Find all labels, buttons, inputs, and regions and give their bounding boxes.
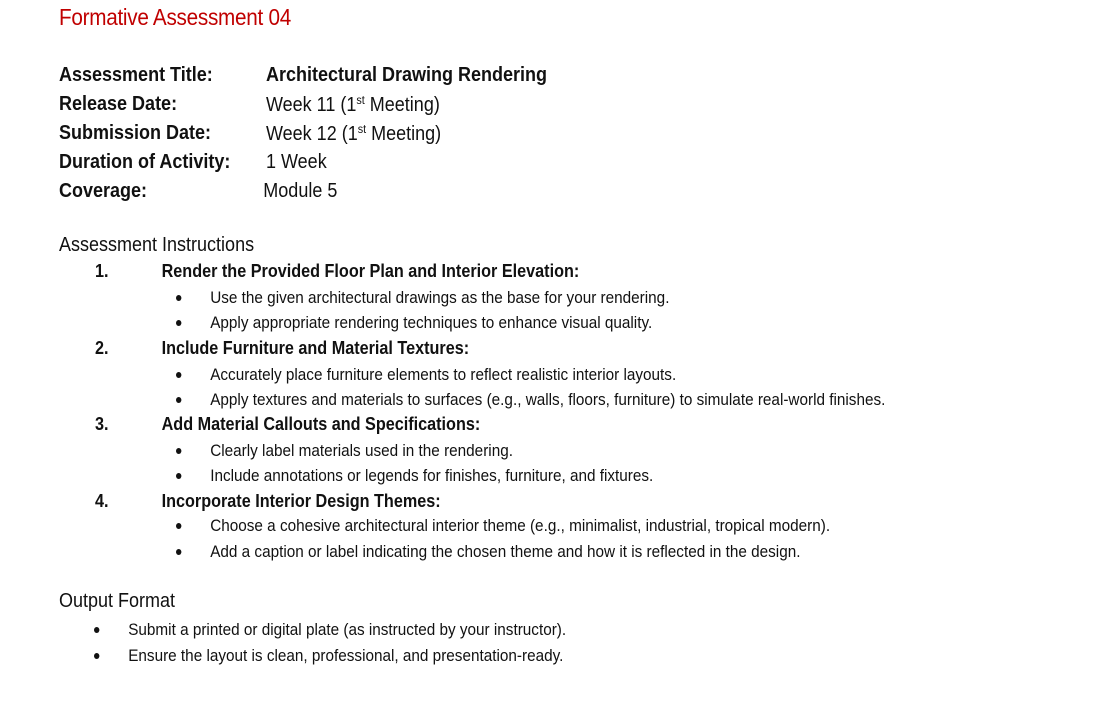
duration-label: Duration of Activity: <box>59 151 231 173</box>
release-date-value <box>266 93 440 117</box>
document-title: Formative Assessment 04 <box>59 4 291 30</box>
bullet-text: Choose a cohesive architectural interior theme (e.g., minimalist, industrial, tropical modern). <box>210 516 831 535</box>
bullet-text: Submit a printed or digital plate (as instructed by your instructor). <box>128 620 567 639</box>
submission-date-value-pre: Week 12 (1 <box>266 123 358 145</box>
bullet-text: Add a caption or label indicating the chosen theme and how it is reflected in the design. <box>210 542 801 561</box>
bullet-text: Accurately place furniture elements to reflect realistic interior layouts. <box>210 365 677 384</box>
submission-date-value <box>266 122 441 146</box>
step-number: 2. <box>95 338 109 358</box>
step-number: 4. <box>95 491 109 511</box>
bullet-text: Include annotations or legends for finishes, furniture, and fixtures. <box>210 466 654 485</box>
bullet-icon <box>94 653 99 659</box>
submission-date-label: Submission Date: <box>59 122 212 144</box>
bullet-text: Apply textures and materials to surfaces (e.g., walls, floors, furniture) to simulate real-world finishes. <box>210 390 886 409</box>
bullet-icon <box>176 397 181 403</box>
bullet-icon <box>176 523 181 529</box>
bullet-text: Clearly label materials used in the rendering. <box>210 441 513 460</box>
instructions-heading: Assessment Instructions <box>59 234 255 256</box>
step-title: Incorporate Interior Design Themes: <box>161 491 441 511</box>
submission-date-value-post: Meeting) <box>366 123 442 145</box>
step-title: Include Furniture and Material Textures: <box>161 338 470 358</box>
duration-value: 1 Week <box>266 151 327 173</box>
bullet-icon <box>176 372 181 378</box>
step-number: 1. <box>95 261 109 281</box>
output-format-heading: Output Format <box>59 590 176 612</box>
step-title: Add Material Callouts and Specifications: <box>161 414 481 434</box>
assessment-title-label: Assessment Title: <box>59 64 213 86</box>
assessment-title-value: Architectural Drawing Rendering <box>266 64 548 86</box>
step-number: 3. <box>95 414 109 434</box>
bullet-text: Ensure the layout is clean, professional, and presentation-ready. <box>128 646 564 665</box>
bullet-text: Apply appropriate rendering techniques to enhance visual quality. <box>210 313 653 332</box>
coverage-label: Coverage: <box>59 180 148 202</box>
bullet-icon <box>176 320 181 326</box>
bullet-icon <box>94 627 99 633</box>
coverage-value: Module 5 <box>263 180 338 202</box>
submission-date-value-sup: st <box>357 122 367 136</box>
release-date-value-post: Meeting) <box>364 94 440 116</box>
bullet-icon <box>176 295 181 301</box>
bullet-text: Use the given architectural drawings as the base for your rendering. <box>210 288 670 307</box>
step-title: Render the Provided Floor Plan and Interior Elevation: <box>161 261 580 281</box>
bullet-icon <box>176 448 181 454</box>
bullet-icon <box>176 473 181 479</box>
bullet-icon <box>176 549 181 555</box>
release-date-label: Release Date: <box>59 93 178 115</box>
release-date-value-sup: st <box>356 93 365 107</box>
release-date-value-pre: Week 11 (1 <box>266 94 357 116</box>
